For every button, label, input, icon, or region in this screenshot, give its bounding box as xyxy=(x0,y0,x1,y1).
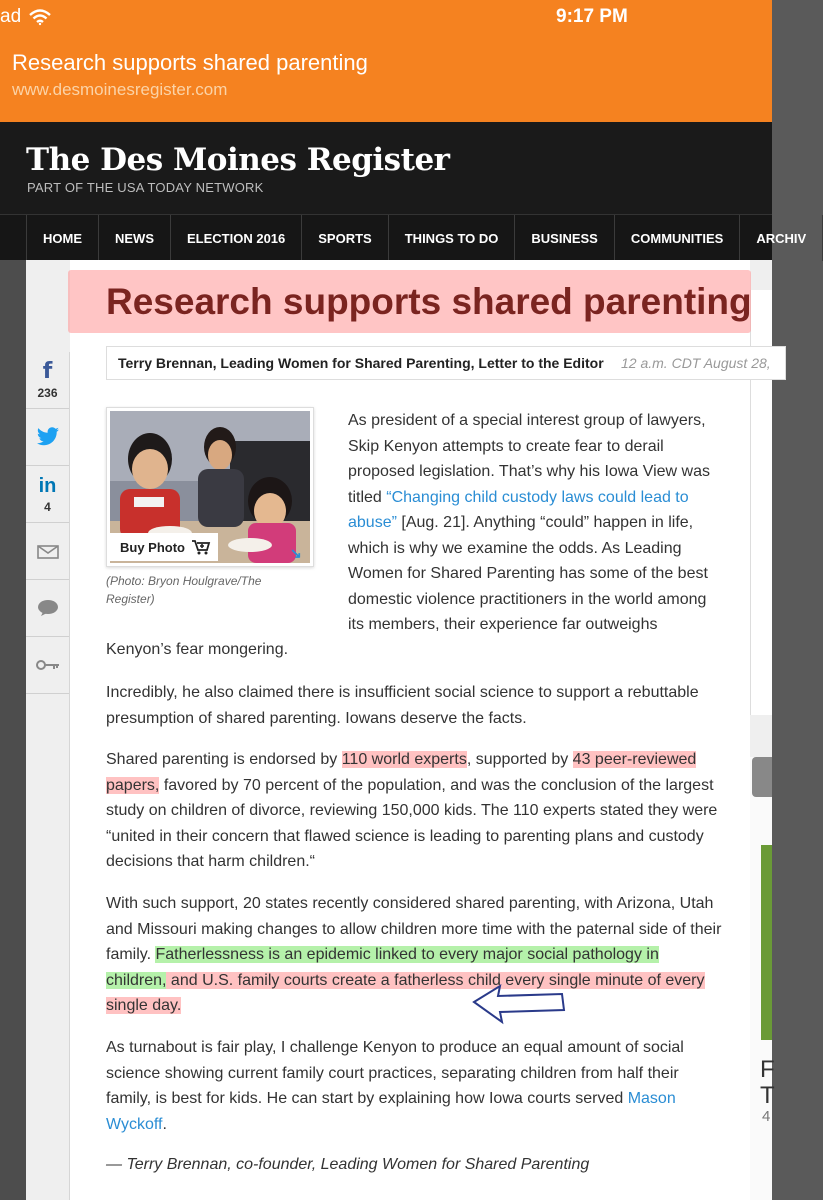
highlight-children: children, xyxy=(106,971,167,989)
custody-article-link[interactable]: “Changing child custody laws could lead to xyxy=(386,488,689,506)
p1-line: Women for Shared Parenting has some of the best xyxy=(348,565,708,582)
cart-icon xyxy=(191,539,211,555)
p4-line: With such support, 20 states recently considered shared parenting, with Arizona, Utah xyxy=(106,895,714,912)
paragraph-4 xyxy=(106,891,721,1019)
p1-last-line: Kenyon’s fear mongering. xyxy=(106,641,289,658)
p1-line: domestic violence practitioners in the world among xyxy=(348,590,707,608)
p5-line: science showing current family court practices, separating children from half their xyxy=(106,1064,679,1082)
linkedin-share[interactable] xyxy=(26,466,69,523)
arrow-annotation xyxy=(470,978,570,1028)
status-carrier-area xyxy=(0,6,51,28)
nav-communities[interactable]: COMMUNITIES xyxy=(615,215,740,261)
p5-line-4 xyxy=(106,1112,684,1138)
p3-text: favored by 70 percent of the population, and was the conclusion of the largest xyxy=(159,776,714,794)
masthead xyxy=(0,122,772,214)
p4-line-3 xyxy=(106,942,721,968)
nav-election-2016[interactable]: ELECTION 2016 xyxy=(171,215,302,261)
mason-wyckoff-link-cont[interactable]: Wyckoff xyxy=(106,1115,163,1133)
article-headline: Research supports shared parenting xyxy=(106,281,752,322)
highlight-110-experts: 110 world experts xyxy=(341,751,467,768)
p4-line: and Missouri making changes to allow children more time with the paternal side of their xyxy=(106,920,722,938)
paragraph-3 xyxy=(106,747,717,875)
twitter-icon xyxy=(36,427,60,447)
key-button[interactable] xyxy=(26,637,69,694)
share-bar xyxy=(26,352,70,1200)
p1-titled: titled xyxy=(348,488,387,506)
comment-button[interactable] xyxy=(26,580,69,637)
nav-things-to-do[interactable]: THINGS TO DO xyxy=(389,215,516,261)
wifi-icon xyxy=(29,9,51,25)
nav-archive[interactable]: ARCHIV xyxy=(740,215,823,261)
facebook-share[interactable] xyxy=(26,352,69,409)
p1-line-link xyxy=(348,485,710,511)
p3-text: , supported by xyxy=(466,751,573,768)
p2-line: Incredibly, he also claimed there is insufficient social science to support a rebuttable xyxy=(106,684,699,701)
p4-line-4 xyxy=(106,968,721,994)
highlight-family-courts: and U.S. family courts create a fatherless child every single minute of every xyxy=(166,971,705,989)
paragraph-2 xyxy=(106,680,699,731)
mason-wyckoff-link[interactable]: Mason xyxy=(627,1090,676,1107)
left-gutter xyxy=(0,260,26,1200)
buy-photo-label: Buy Photo xyxy=(120,539,185,555)
nav-home[interactable]: HOME xyxy=(26,215,99,261)
photo-caption: (Photo: Bryon Houlgrave/The Register) xyxy=(106,574,262,606)
paragraph-1-top xyxy=(348,408,710,638)
p4-text: family. xyxy=(106,946,156,963)
browser-header xyxy=(0,0,772,122)
p2-line: presumption of shared parenting. Iowans deserve the facts. xyxy=(106,709,527,727)
article-dateline: 12 a.m. CDT August 28, xyxy=(621,355,771,371)
facebook-icon: f xyxy=(42,359,53,384)
p3-line: decisions that harm children.“ xyxy=(106,853,315,870)
highlight-papers: papers, xyxy=(106,776,160,794)
rail-teaser-number: 4 xyxy=(762,1108,771,1125)
nav-news[interactable]: NEWS xyxy=(99,215,171,261)
author-signature: — Terry Brennan, co-founder, Leading Women for Shared Parenting xyxy=(106,1156,590,1173)
p5-text: family, is best for kids. He can start by explaining how Iowa courts served xyxy=(106,1090,628,1107)
nav-business[interactable]: BUSINESS xyxy=(515,215,614,261)
linkedin-count: 4 xyxy=(44,500,51,514)
email-share[interactable] xyxy=(26,523,69,580)
rail-teaser-letter-2[interactable]: T xyxy=(760,1082,775,1109)
email-icon xyxy=(37,543,59,559)
highlight-single-day: single day. xyxy=(106,997,182,1014)
rail-chip[interactable] xyxy=(752,757,772,797)
rail-teaser-letter[interactable]: F xyxy=(760,1056,775,1083)
key-icon xyxy=(36,659,60,671)
rail-ad-image[interactable] xyxy=(761,845,772,1040)
p3-line: “united in their concern that flawed science is leading to parenting plans and custody xyxy=(106,827,704,845)
highlight-fatherlessness: Fatherlessness is an epidemic linked to every major social pathology in xyxy=(155,946,659,963)
p3-text: Shared parenting is endorsed by xyxy=(106,751,342,768)
p5-text: . xyxy=(162,1115,167,1133)
p1-after-link: [Aug. 21]. Anything “could” happen in life, xyxy=(396,514,694,531)
main-nav xyxy=(0,214,807,260)
p5-line: As turnabout is fair play, I challenge Kenyon to produce an equal amount of social xyxy=(106,1039,684,1056)
nav-sports[interactable]: SPORTS xyxy=(302,215,388,261)
linkedin-icon: in xyxy=(38,475,57,497)
page-title-bar[interactable]: Research supports shared parenting xyxy=(12,50,368,75)
p1-line: proposed legislation. That’s why his Iowa View was xyxy=(348,463,710,480)
p5-line-3 xyxy=(106,1086,684,1112)
network-tagline: PART OF THE USA TODAY NETWORK xyxy=(27,180,264,195)
p4-line-5 xyxy=(106,993,721,1019)
p1-line: its members, their experience far outweighs xyxy=(348,616,658,633)
facebook-count: 236 xyxy=(37,386,58,400)
p3-line-2 xyxy=(106,773,717,799)
p1-line: which is why we examine the odds. As Leading xyxy=(348,539,682,557)
url-bar[interactable]: www.desmoinesregister.com xyxy=(12,80,228,99)
p1-line: As president of a special interest group of lawyers, xyxy=(348,412,706,429)
twitter-share[interactable] xyxy=(26,409,69,466)
p1-line: Skip Kenyon attempts to create fear to derail xyxy=(348,437,664,455)
expand-photo-icon[interactable]: ↘ xyxy=(290,545,302,561)
custody-article-link-cont[interactable]: abuse” xyxy=(348,514,397,531)
article-byline: Terry Brennan, Leading Women for Shared Parenting, Letter to the Editor xyxy=(118,355,604,371)
highlight-43-papers: 43 peer-reviewed xyxy=(572,751,697,768)
carrier-label: ad xyxy=(0,6,22,27)
p1-line-link-2 xyxy=(348,510,710,536)
comment-icon xyxy=(37,599,59,617)
p3-line-1 xyxy=(106,747,717,773)
status-time: 9:17 PM xyxy=(556,6,628,27)
site-logo[interactable]: The Des Moines Register xyxy=(26,142,450,178)
p3-line: study on children of divorce, reviewing 150,000 kids. The 110 experts stated they were xyxy=(106,802,718,819)
paragraph-5 xyxy=(106,1035,684,1137)
buy-photo-button[interactable] xyxy=(110,533,218,561)
